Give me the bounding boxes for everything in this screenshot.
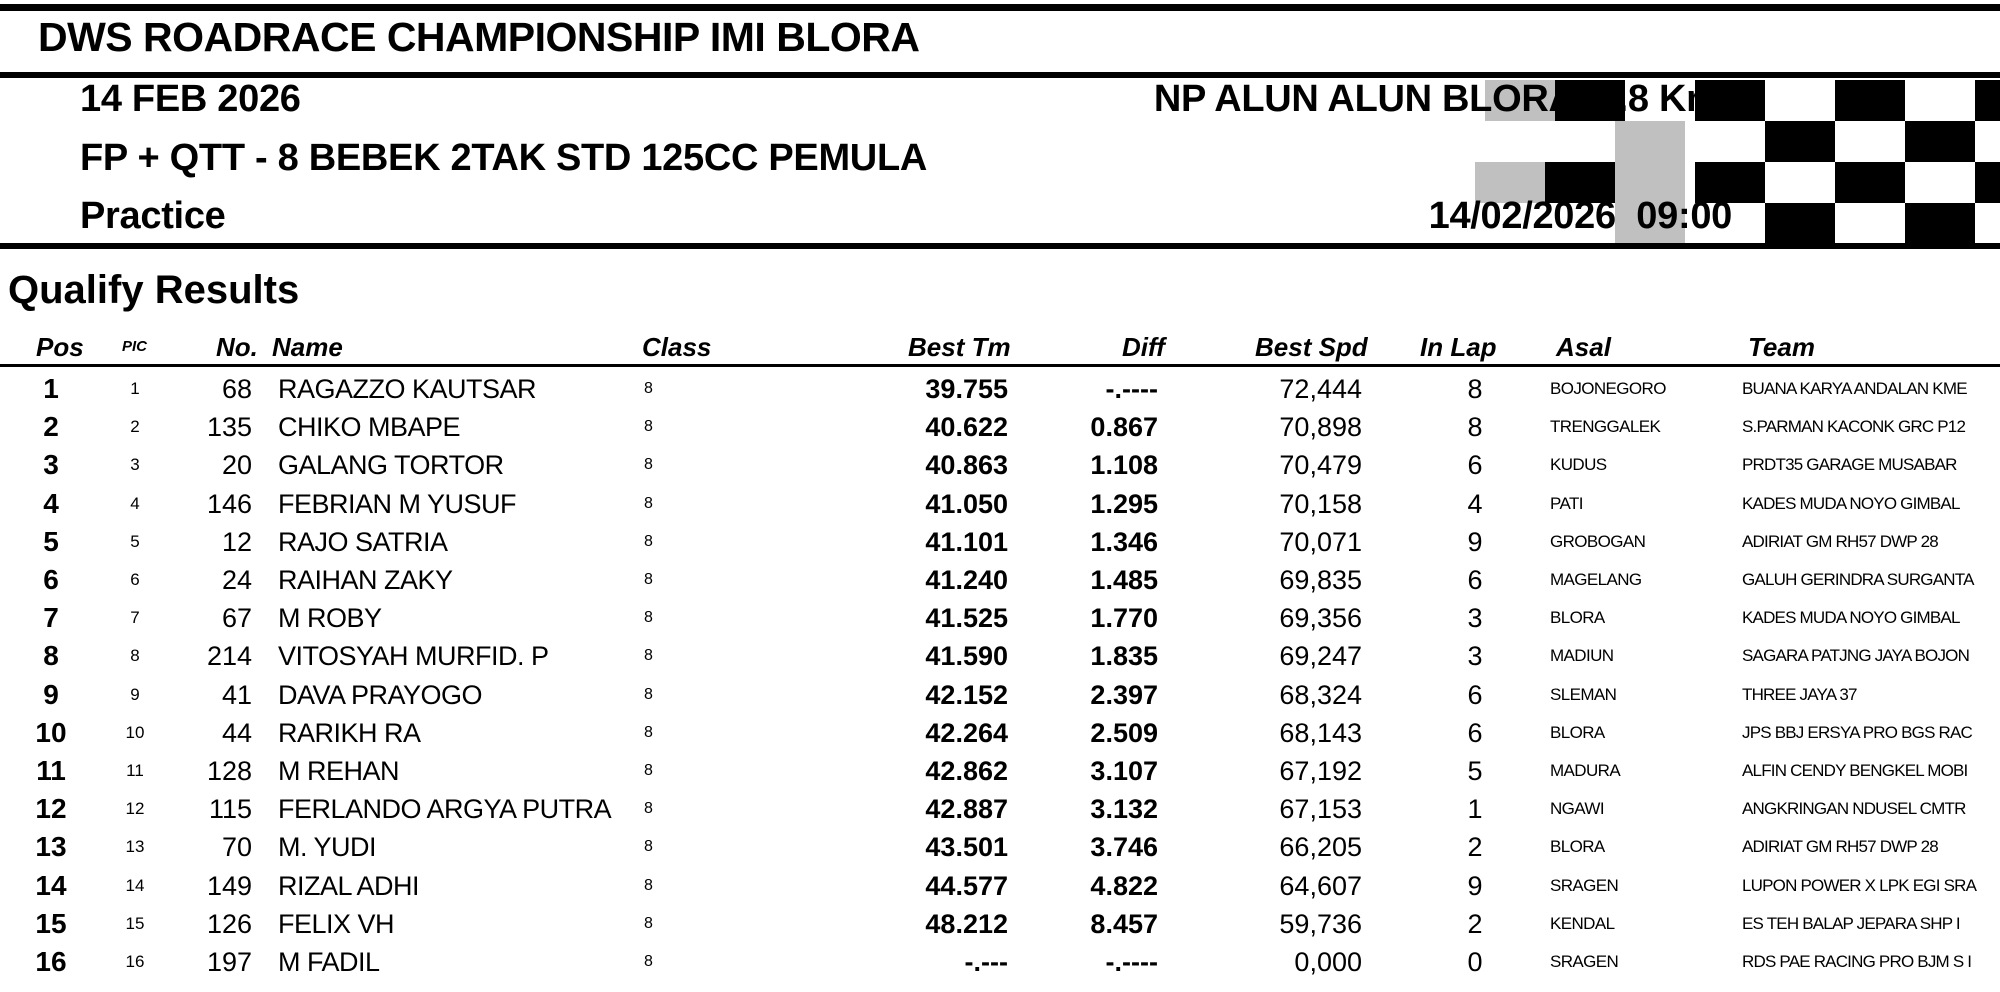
row-diff: 2.509 [1090, 717, 1158, 748]
column-header-diff: Diff [1122, 332, 1165, 362]
row-rider-name: RIZAL ADHI [278, 870, 420, 901]
row-team: ALFIN CENDY BENGKEL MOBI [1742, 761, 1968, 780]
row-pic: 13 [125, 837, 145, 857]
row-number: 197 [206, 947, 252, 977]
row-in-lap: 4 [1467, 488, 1483, 519]
row-best-speed: 68,324 [1279, 679, 1362, 710]
row-rider-name: M FADIL [278, 947, 380, 977]
row-best-speed: 67,153 [1279, 794, 1362, 825]
row-pos: 16 [35, 946, 67, 977]
row-team: ES TEH BALAP JEPARA SHP I [1742, 913, 1960, 933]
row-origin: KENDAL [1550, 913, 1615, 933]
flag-square [1835, 162, 1905, 203]
row-class: 8 [644, 456, 653, 474]
table-row [0, 790, 2000, 828]
row-team: ADIRIAT GM RH57 DWP 28 [1742, 531, 1938, 551]
row-best-speed: 66,205 [1279, 832, 1362, 863]
row-team: SAGARA PATJNG JAYA BOJON [1742, 646, 1970, 666]
row-rider-name: RAJO SATRIA [278, 526, 448, 557]
flag-square [1975, 162, 2000, 203]
flag-square [1615, 121, 1685, 162]
header-bottom-bar [0, 243, 2000, 249]
table-row [0, 637, 2000, 675]
row-origin: SRAGEN [1550, 952, 1619, 971]
row-rider-name: RARIKH RA [278, 717, 421, 748]
row-best-time: 40.863 [925, 450, 1008, 481]
row-best-time: 41.050 [925, 488, 1008, 519]
row-diff: -.---- [1105, 374, 1158, 404]
row-diff: 1.346 [1090, 526, 1158, 557]
row-number: 12 [221, 526, 252, 557]
table-row [0, 523, 2000, 561]
row-origin: SRAGEN [1550, 875, 1619, 895]
row-diff: 4.822 [1090, 870, 1158, 901]
row-origin: KUDUS [1550, 455, 1607, 475]
row-rider-name: M REHAN [278, 756, 400, 786]
row-class: 8 [644, 494, 653, 512]
row-pic: 14 [125, 875, 145, 895]
row-number: 115 [208, 794, 252, 825]
row-diff: 2.397 [1090, 679, 1158, 710]
row-best-speed: 69,835 [1279, 565, 1362, 595]
row-team: JPS BBJ ERSYA PRO BGS RAC [1742, 722, 1973, 742]
row-pic: 11 [126, 761, 144, 780]
row-best-time: 41.590 [925, 641, 1008, 672]
row-in-lap: 6 [1467, 565, 1483, 595]
row-best-time: 44.577 [925, 870, 1008, 901]
row-diff: 3.107 [1090, 756, 1158, 786]
table-row [0, 905, 2000, 943]
row-pos: 11 [36, 755, 66, 786]
row-in-lap: 1 [1467, 794, 1483, 825]
row-best-speed: 68,143 [1279, 717, 1362, 748]
table-row [0, 370, 2000, 408]
row-origin: SLEMAN [1550, 684, 1617, 704]
row-best-speed: 70,158 [1279, 488, 1362, 519]
row-in-lap: 2 [1467, 908, 1483, 939]
row-best-speed: 0,000 [1294, 947, 1362, 977]
table-row [0, 828, 2000, 866]
table-row [0, 676, 2000, 714]
row-diff: 1.770 [1090, 603, 1158, 634]
table-row [0, 867, 2000, 905]
row-origin: PATI [1550, 493, 1583, 513]
row-pic: 2 [130, 417, 140, 437]
column-header-pic: PIC [122, 338, 148, 355]
header-divider [0, 364, 2000, 367]
row-best-speed: 64,607 [1279, 870, 1362, 901]
row-class: 8 [644, 647, 653, 665]
row-class: 8 [644, 800, 653, 818]
row-class: 8 [644, 380, 653, 397]
row-best-time: 43.501 [925, 832, 1008, 863]
row-number: 44 [221, 717, 252, 748]
flag-square [1905, 121, 1975, 162]
flag-square [1765, 121, 1835, 162]
row-pic: 5 [130, 531, 140, 551]
row-class: 8 [644, 723, 653, 741]
row-pic: 9 [130, 684, 140, 704]
row-number: 126 [206, 908, 252, 939]
row-pic: 16 [125, 952, 145, 971]
flag-square [1905, 203, 1975, 244]
table-row [0, 561, 2000, 599]
row-team: THREE JAYA 37 [1742, 684, 1857, 704]
row-team: ADIRIAT GM RH57 DWP 28 [1742, 837, 1938, 857]
row-class: 8 [644, 609, 653, 627]
row-number: 146 [206, 488, 252, 519]
row-team: ANGKRINGAN NDUSEL CMTR [1742, 799, 1966, 819]
row-class: 8 [644, 876, 653, 894]
row-best-time: 42.862 [925, 756, 1008, 786]
flag-square [1835, 80, 1905, 121]
row-team: LUPON POWER X LPK EGI SRA [1742, 875, 1977, 895]
table-row [0, 599, 2000, 637]
row-class: 8 [644, 953, 653, 970]
row-diff: 3.132 [1090, 794, 1158, 825]
row-best-time: 40.622 [925, 412, 1008, 443]
table-row [0, 446, 2000, 484]
session-datetime: 14/02/2026 09:00 [1428, 195, 1732, 237]
row-best-speed: 69,356 [1279, 603, 1362, 634]
column-header-best-spd: Best Spd [1255, 332, 1368, 362]
row-pic: 15 [125, 913, 145, 933]
row-pos: 7 [43, 602, 59, 634]
row-diff: 3.746 [1090, 832, 1158, 863]
flag-square [1765, 203, 1835, 244]
row-pos: 1 [43, 373, 59, 404]
row-diff: 8.457 [1090, 908, 1158, 939]
row-in-lap: 8 [1467, 412, 1483, 443]
row-best-time: 41.525 [925, 603, 1008, 634]
row-pos: 4 [43, 487, 59, 519]
row-class: 8 [644, 571, 653, 588]
row-pos: 12 [35, 793, 67, 825]
row-best-time: 41.101 [925, 526, 1008, 557]
row-team: KADES MUDA NOYO GIMBAL [1742, 608, 1960, 628]
row-number: 70 [221, 832, 252, 863]
row-origin: BOJONEGORO [1550, 379, 1666, 398]
row-in-lap: 5 [1467, 756, 1483, 786]
row-pos: 9 [43, 678, 59, 710]
row-diff: 1.485 [1090, 565, 1158, 595]
row-pos: 13 [35, 831, 67, 863]
row-diff: 1.295 [1090, 488, 1158, 519]
row-diff: 1.108 [1090, 450, 1158, 481]
flag-square [1975, 80, 2000, 121]
row-pos: 6 [43, 564, 59, 595]
row-number: 214 [206, 641, 252, 672]
header-top-bar [0, 4, 2000, 11]
row-origin: MAGELANG [1550, 570, 1642, 589]
venue-name: NP ALUN ALUN BLORA (0.8 Km) [1153, 78, 1732, 120]
row-rider-name: FERLANDO ARGYA PUTRA [278, 794, 612, 825]
row-in-lap: 3 [1467, 603, 1483, 634]
row-origin: GROBOGAN [1550, 531, 1646, 551]
row-in-lap: 0 [1467, 947, 1483, 977]
row-pic: 8 [130, 646, 140, 666]
column-header-best-tm: Best Tm [908, 332, 1011, 362]
table-row [0, 485, 2000, 523]
column-header-no: No. [216, 332, 258, 362]
row-number: 128 [206, 756, 252, 786]
row-best-speed: 69,247 [1279, 641, 1362, 672]
row-in-lap: 6 [1467, 450, 1483, 481]
column-header-name: Name [272, 332, 343, 362]
column-header-pos: Pos [36, 332, 84, 362]
row-best-time: 42.264 [925, 717, 1008, 748]
table-row [0, 752, 2000, 790]
column-header-in-lap: In Lap [1420, 332, 1497, 362]
event-date: 14 FEB 2026 [80, 78, 301, 120]
row-team: KADES MUDA NOYO GIMBAL [1742, 493, 1960, 513]
row-best-speed: 67,192 [1279, 756, 1362, 786]
event-name: FP + QTT - 8 BEBEK 2TAK STD 125CC PEMULA [80, 137, 928, 179]
row-origin: MADURA [1550, 761, 1621, 780]
row-rider-name: M. YUDI [278, 832, 377, 863]
row-rider-name: RAIHAN ZAKY [278, 565, 453, 595]
column-header-asal: Asal [1556, 332, 1611, 362]
row-pic: 4 [130, 493, 140, 513]
row-in-lap: 9 [1467, 526, 1483, 557]
column-header-team: Team [1748, 332, 1815, 362]
table-row [0, 408, 2000, 446]
championship-title: DWS ROADRACE CHAMPIONSHIP IMI BLORA [38, 14, 920, 60]
row-best-time: 48.212 [925, 908, 1008, 939]
row-origin: BLORA [1550, 837, 1605, 857]
row-class: 8 [644, 418, 653, 436]
row-pic: 7 [130, 608, 140, 628]
row-team: BUANA KARYA ANDALAN KME [1742, 379, 1967, 398]
row-pos: 10 [35, 716, 67, 748]
row-diff: 1.835 [1090, 641, 1158, 672]
row-pos: 5 [43, 525, 59, 557]
row-team: S.PARMAN KACONK GRC P12 [1742, 417, 1966, 437]
row-rider-name: DAVA PRAYOGO [278, 679, 483, 710]
row-pic: 6 [130, 570, 140, 589]
row-origin: NGAWI [1550, 799, 1604, 819]
row-diff: 0.867 [1090, 412, 1158, 443]
row-in-lap: 8 [1467, 374, 1483, 404]
row-best-time: 39.755 [925, 374, 1008, 404]
row-number: 41 [221, 679, 252, 710]
row-rider-name: RAGAZZO KAUTSAR [278, 374, 537, 404]
row-class: 8 [644, 685, 653, 703]
row-best-speed: 70,898 [1279, 412, 1362, 443]
row-rider-name: GALANG TORTOR [278, 450, 504, 481]
row-class: 8 [644, 762, 653, 779]
row-pos: 8 [43, 640, 59, 672]
row-pic: 12 [125, 799, 145, 819]
row-best-speed: 72,444 [1279, 374, 1362, 404]
row-number: 68 [221, 374, 252, 404]
table-row [0, 714, 2000, 752]
row-origin: BLORA [1550, 722, 1605, 742]
row-pos: 14 [35, 869, 67, 901]
row-number: 149 [206, 870, 252, 901]
row-team: GALUH GERINDRA SURGANTA [1742, 570, 1974, 589]
row-number: 135 [206, 412, 252, 443]
row-class: 8 [644, 838, 653, 856]
row-rider-name: VITOSYAH MURFID. P [278, 641, 549, 672]
row-number: 24 [221, 565, 252, 595]
row-rider-name: FEBRIAN M YUSUF [278, 488, 517, 519]
row-best-speed: 70,479 [1279, 450, 1362, 481]
row-best-speed: 59,736 [1279, 908, 1362, 939]
row-best-time: 42.887 [925, 794, 1008, 825]
row-best-time: 42.152 [925, 679, 1008, 710]
table-row [0, 943, 2000, 981]
row-in-lap: 6 [1467, 717, 1483, 748]
row-best-speed: 70,071 [1279, 526, 1362, 557]
session-name: Practice [80, 195, 226, 237]
row-pos: 15 [35, 907, 67, 939]
row-team: PRDT35 GARAGE MUSABAR [1742, 455, 1957, 475]
row-number: 67 [221, 603, 252, 634]
row-pic: 1 [130, 379, 140, 398]
row-rider-name: CHIKO MBAPE [278, 412, 461, 443]
row-origin: MADIUN [1550, 646, 1614, 666]
row-origin: BLORA [1550, 608, 1605, 628]
row-in-lap: 6 [1467, 679, 1483, 710]
row-pic: 10 [125, 722, 145, 742]
row-team: RDS PAE RACING PRO BJM S I [1742, 952, 1972, 971]
row-diff: -.---- [1105, 947, 1158, 977]
row-class: 8 [644, 532, 653, 550]
row-rider-name: FELIX VH [278, 908, 395, 939]
row-pic: 3 [130, 455, 140, 475]
row-in-lap: 2 [1467, 832, 1483, 863]
row-in-lap: 9 [1467, 870, 1483, 901]
row-class: 8 [644, 914, 653, 932]
row-origin: TRENGGALEK [1550, 417, 1661, 437]
row-best-time: 41.240 [925, 565, 1008, 595]
section-title: Qualify Results [8, 268, 300, 312]
row-best-time: -.--- [964, 947, 1008, 977]
column-header-class: Class [642, 332, 712, 362]
row-in-lap: 3 [1467, 641, 1483, 672]
row-pos: 3 [43, 449, 59, 481]
row-rider-name: M ROBY [278, 603, 382, 634]
row-pos: 2 [43, 411, 59, 443]
row-number: 20 [221, 450, 252, 481]
